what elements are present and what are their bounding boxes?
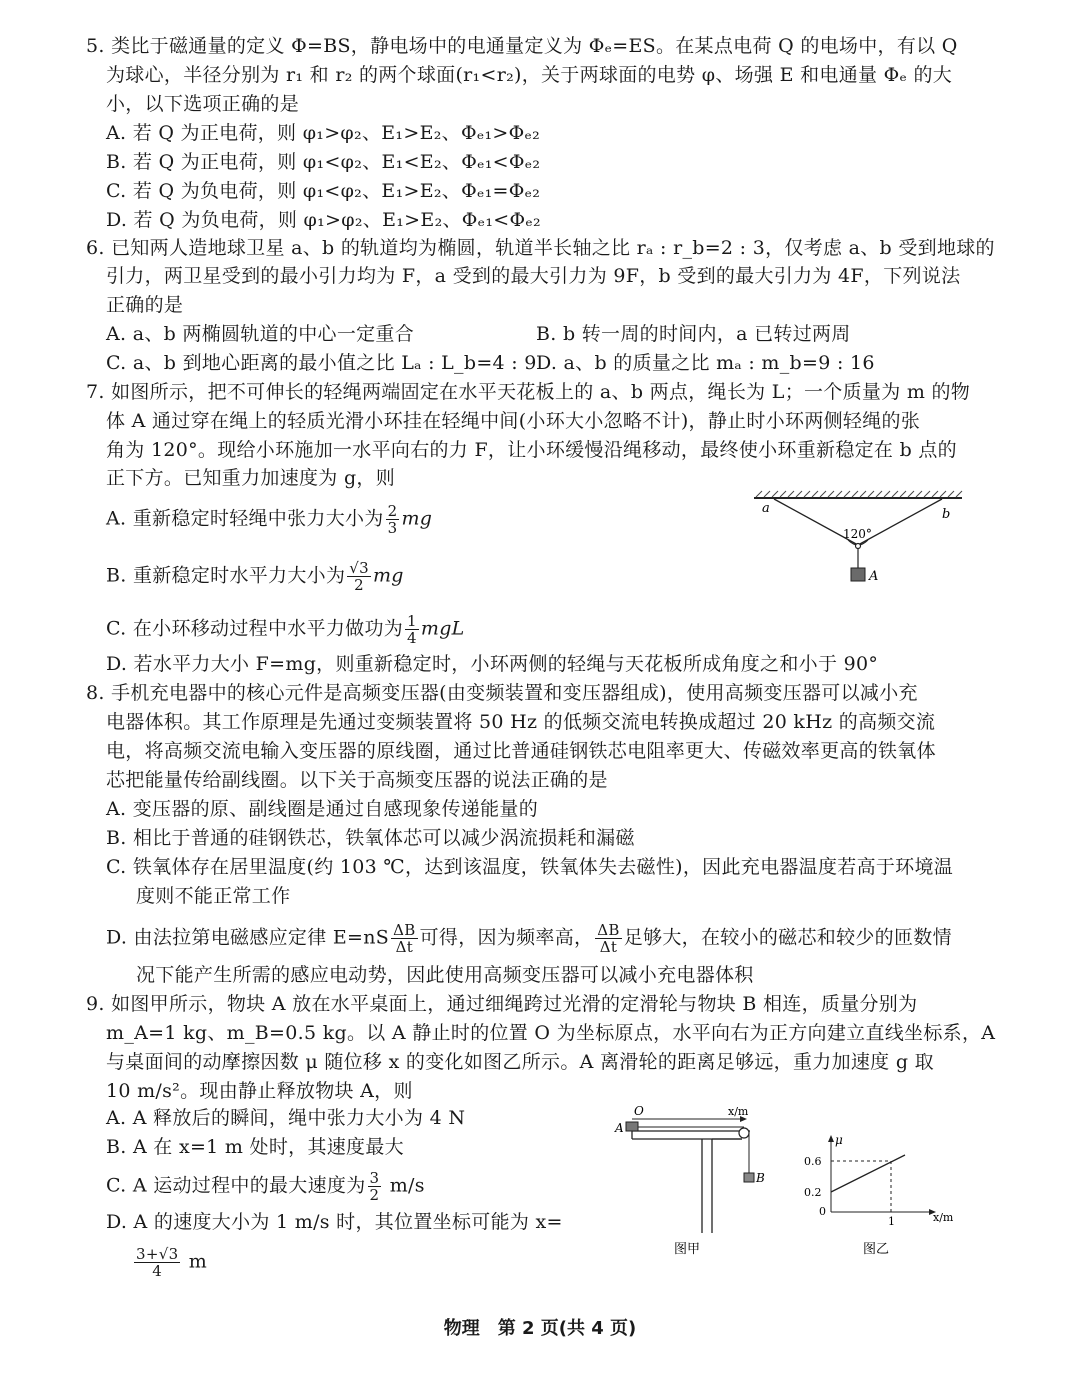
q5-option-b: B. 若 Q 为正电荷，则 φ₁<φ₂、E₁<E₂、Φₑ₁<Φₑ₂ — [106, 151, 541, 173]
q5-option-a: A. 若 Q 为正电荷，则 φ₁>φ₂、E₁>E₂、Φₑ₁>Φₑ₂ — [106, 122, 541, 144]
q7-option-c — [106, 613, 465, 646]
pulley — [739, 1128, 749, 1138]
page-footer: 物理 第 2 页(共 4 页) — [443, 1318, 637, 1339]
q9-d-unit: m — [182, 1250, 208, 1273]
q7-c-numerator: 1 — [407, 612, 417, 630]
q7-c-denominator: 4 — [407, 629, 417, 647]
q8-line1: 8. 手机充电器中的核心元件是高频变压器(由变频装置和变压器组成)，使用高频变压器可以减小充 — [86, 682, 918, 704]
q7-line1: 7. 如图所示，把不可伸长的轻绳两端固定在水平天花板上的 a、b 两点，绳长为 L；一个质量为 m 的物 — [86, 381, 971, 403]
label-xm: x/m — [933, 1211, 954, 1224]
caption-jia: 图甲 — [674, 1242, 701, 1257]
tick-1: 1 — [888, 1215, 895, 1228]
q9-line3: 与桌面间的动摩擦因数 μ 随位移 x 的变化如图乙所示。A 离滑轮的距离足够远，重力加速度 g 取 — [106, 1051, 934, 1073]
q9-c-text: C. A 运动过程中的最大速度为 — [106, 1174, 366, 1197]
q6-line3: 正确的是 — [106, 294, 184, 316]
block-a — [851, 568, 865, 581]
q6-option-a: A. a、b 两椭圆轨道的中心一定重合 — [106, 323, 415, 345]
q7-b-text: B. 重新稳定时水平力大小为 — [106, 564, 346, 587]
q7-c-fraction — [405, 613, 419, 646]
q8-d-denominator2: Δt — [599, 938, 618, 956]
q9-option-d2 — [132, 1246, 207, 1279]
block-b — [744, 1173, 754, 1182]
q8-d-denominator1: Δt — [395, 938, 414, 956]
q7-a-fraction — [386, 503, 400, 536]
q6-option-d: D. a、b 的质量之比 mₐ : m_b=9 : 16 — [536, 352, 875, 374]
q8-d-rest: 足够大，在较小的磁芯和较少的匝数情 — [623, 926, 952, 949]
q9-figure-yi — [795, 1130, 965, 1258]
q7-line4: 正下方。已知重力加速度为 g，则 — [106, 467, 396, 489]
q8-option-a: A. 变压器的原、副线圈是通过自感现象传递能量的 — [106, 798, 539, 820]
q9-line2: m_A=1 kg、m_B=0.5 kg。以 A 静止时的位置 O 为坐标原点，水平向右为正方向建立直线坐标系，A — [106, 1022, 996, 1044]
q5-line3: 小，以下选项正确的是 — [106, 93, 300, 115]
q9-c-numerator: 3 — [369, 1169, 380, 1187]
q5-option-c: C. 若 Q 为负电荷，则 φ₁<φ₂、E₁>E₂、Φₑ₁=Φₑ₂ — [106, 180, 541, 202]
q8-d-fraction2 — [595, 922, 621, 955]
label-a: a — [762, 501, 770, 516]
q9-d-numerator: 3+√3 — [136, 1245, 179, 1263]
q7-b-numerator: √3 — [349, 559, 369, 577]
q8-line2: 电器体积。其工作原理是先通过变频装置将 50 Hz 的低频交流电转换成超过 20 kHz 的高频交流 — [106, 711, 936, 733]
q7-b-denominator: 2 — [354, 576, 365, 594]
q9-option-a: A. A 释放后的瞬间，绳中张力大小为 4 N — [106, 1107, 466, 1129]
q7-option-d: D. 若水平力大小 F=mg，则重新稳定时，小环两侧的轻绳与天花板所成角度之和小于 90° — [106, 653, 879, 675]
q8-d-numerator1: ΔB — [393, 921, 416, 939]
q7-option-a — [106, 503, 432, 536]
tick-0: 0 — [819, 1205, 826, 1218]
q9-option-b: B. A 在 x=1 m 处时，其速度最大 — [106, 1136, 404, 1158]
q9-d-fraction — [134, 1246, 180, 1279]
label-block-a: A — [869, 569, 879, 584]
q7-figure — [750, 488, 965, 588]
tick-0-6: 0.6 — [804, 1155, 822, 1168]
q5-option-d: D. 若 Q 为负电荷，则 φ₁>φ₂、E₁>E₂、Φₑ₁<Φₑ₂ — [106, 209, 541, 231]
small-ring — [856, 544, 861, 549]
label-o: O — [634, 1104, 644, 1118]
q9-d-denominator: 4 — [152, 1262, 163, 1280]
block-a — [626, 1122, 638, 1131]
q7-line2: 体 A 通过穿在绳上的轻质光滑小环挂在轻绳中间(小环大小忽略不计)，静止时小环两侧轻绳的张 — [106, 410, 921, 432]
q9-option-c — [106, 1170, 425, 1203]
label-b: b — [942, 507, 951, 522]
q7-a-text: A. 重新稳定时轻绳中张力大小为 — [106, 507, 384, 530]
q8-d-text: D. 由法拉第电磁感应定律 E=nS — [106, 926, 390, 949]
q9-c-unit: m/s — [383, 1174, 425, 1197]
q5-line2: 为球心，半径分别为 r₁ 和 r₂ 的两个球面(r₁<r₂)，关于两球面的电势 φ、场强 E 和电通量 Φₑ 的大 — [106, 64, 953, 86]
q7-c-unit: mgL — [420, 617, 465, 640]
q9-figure-jia — [610, 1105, 780, 1255]
q9-c-denominator: 2 — [369, 1186, 380, 1204]
q9-c-fraction — [368, 1170, 382, 1203]
label-b: B — [756, 1171, 765, 1185]
q9-option-d1: D. A 的速度大小为 1 m/s 时，其位置坐标可能为 x= — [106, 1211, 563, 1233]
q6-option-c: C. a、b 到地心距离的最小值之比 Lₐ : L_b=4 : 9 — [106, 352, 537, 374]
q8-option-d — [106, 922, 952, 955]
q8-option-b: B. 相比于普通的硅钢铁芯，铁氧体芯可以减少涡流损耗和漏磁 — [106, 827, 635, 849]
q8-d-middle: 可得，因为频率高， — [419, 926, 594, 949]
q8-option-c2: 度则不能正常工作 — [136, 885, 291, 907]
q8-option-c1: C. 铁氧体存在居里温度(约 103 ℃，达到该温度，铁氧体失去磁性)，因此充电器温度若高于环境温 — [106, 856, 954, 878]
q7-b-unit: mg — [372, 564, 404, 587]
q7-c-text: C. 在小环移动过程中水平力做功为 — [106, 617, 404, 640]
q9-line4: 10 m/s²。现由静止释放物块 A，则 — [106, 1080, 413, 1102]
label-xm: x/m — [728, 1105, 749, 1118]
q8-line3: 电，将高频交流电输入变压器的原线圈，通过比普通硅钢铁芯电阻率更大、传磁效率更高的铁氧体 — [106, 740, 936, 762]
q7-a-unit: mg — [401, 507, 433, 530]
tick-0-2: 0.2 — [804, 1186, 822, 1199]
q8-d-numerator2: ΔB — [597, 921, 620, 939]
q8-d-fraction1 — [391, 922, 417, 955]
q6-line2: 引力，两卫星受到的最小引力均为 F，a 受到的最大引力为 9F，b 受到的最大引力为 4F，下列说法 — [106, 265, 961, 287]
ceiling-hatching — [756, 491, 962, 497]
q6-line1: 6. 已知两人造地球卫星 a、b 的轨道均为椭圆，轨道半长轴之比 rₐ : r_b=2 : 3，仅考虑 a、b 受到地球的 — [86, 237, 995, 259]
q7-b-fraction — [347, 560, 371, 593]
q7-a-denominator: 3 — [387, 519, 398, 537]
y-axis-arrowhead — [828, 1135, 834, 1142]
q7-a-numerator: 2 — [387, 502, 398, 520]
angle-label: 120° — [843, 527, 872, 541]
q6-option-b: B. b 转一周的时间内，a 已转过两周 — [536, 323, 851, 345]
q7-line3: 角为 120°。现给小环施加一水平向右的力 F，让小环缓慢沿绳移动，最终使小环重新稳定在 b 点的 — [106, 439, 957, 461]
label-a: A — [615, 1121, 624, 1135]
caption-yi: 图乙 — [863, 1242, 890, 1257]
label-mu: μ — [835, 1133, 843, 1147]
q5-line1: 5. 类比于磁通量的定义 Φ=BS，静电场中的电通量定义为 Φₑ=ES。在某点电荷 Q 的电场中，有以 Q — [86, 35, 958, 57]
q9-line1: 9. 如图甲所示，物块 A 放在水平桌面上，通过细绳跨过光滑的定滑轮与物块 B 相连，质量分别为 — [86, 993, 918, 1015]
q8-line4: 芯把能量传给副线圈。以下关于高频变压器的说法正确的是 — [106, 769, 608, 791]
q7-option-b — [106, 560, 404, 593]
q8-option-d2: 况下能产生所需的感应电动势，因此使用高频变压器可以减小充电器体积 — [136, 964, 754, 986]
